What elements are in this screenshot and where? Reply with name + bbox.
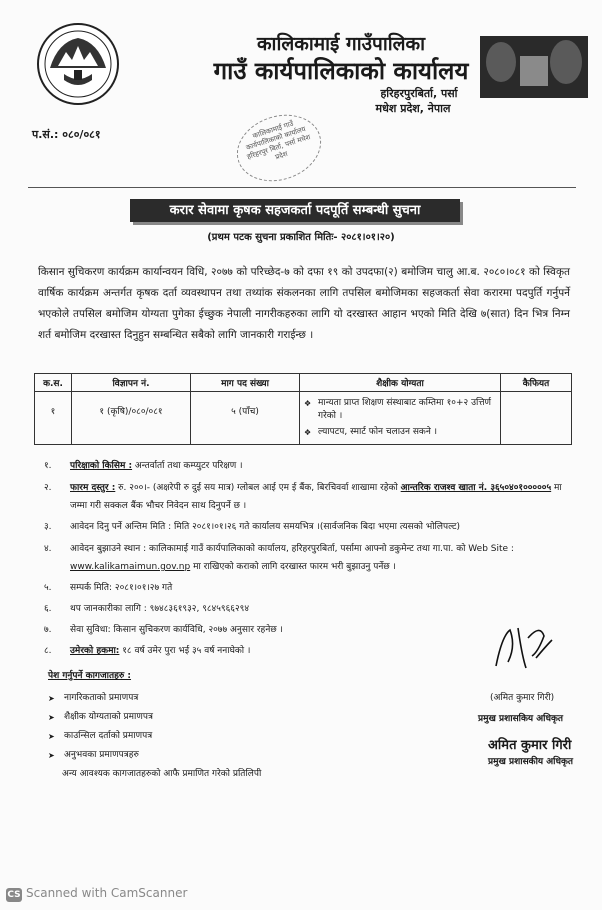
table-row: [35, 392, 572, 445]
cell-remarks: [501, 392, 572, 445]
address-line-1: हरिहरपुरबिर्ता, पर्सा: [380, 87, 458, 100]
qualification-item: ❖ मान्यता प्राप्त शिक्षण संस्थाबाट कम्तिमा १०+२ उत्तिर्ण गरेको ।: [304, 397, 496, 423]
document-item: ➤ नागरिकताको प्रमाणपत्र: [48, 689, 261, 708]
scanner-watermark: CS Scanned with CamScanner: [7, 886, 188, 900]
document-item: ➤ काउन्सिल दर्ताको प्रमाणपत्र: [48, 727, 261, 746]
signatory-name: (अमित कुमार गिरी): [490, 693, 555, 703]
cell-count: ५ (पाँच): [191, 392, 300, 445]
website-link[interactable]: www.kalikamaimun.gov.np: [70, 562, 191, 572]
notice-subtitle: (प्रथम पटक सुचना प्रकाशित मितिः- २०८१।०१।२०): [207, 232, 395, 243]
condition-item: ७. सेवा सुविधा: किसान सुचिकरण कार्यविधि, २०७७ अनुसार रहनेछ ।: [44, 625, 283, 635]
cell-sn: १: [35, 392, 72, 445]
cell-qualification: [300, 392, 501, 445]
camscanner-logo: CS: [7, 890, 21, 900]
org-name: कालिकामाई गाउँपालिका: [256, 33, 426, 55]
documents-note: अन्य आवश्यक कागजातहरुको आफै प्रमाणित गरेको प्रतिलिपी: [62, 769, 262, 779]
col-ad-no: विज्ञापन नं.: [72, 374, 191, 392]
document-item: ➤ अनुभवका प्रमाणपत्रहरु: [48, 746, 261, 765]
condition-item: ४. आवेदन बुझाउने स्थान : कालिकामाई गाउँ कार्यपालिकाको कार्यालय, हरिहरपुरबिर्ता, पर्सामा आफ्नो डकुमेन्ट तथा गा.पा. को Web Site : www.kalikamaimun.gov.np मा राखिएको कराको लागि दरखास्त फारम भरी बुझाउनु पर्नेछ ।: [44, 544, 514, 572]
header-divider: [28, 187, 576, 188]
title-stamp: प्रमुख प्रशासकीय अधिकृत: [488, 757, 574, 767]
cell-ad-no: १ (कृषि)/०८०/०८१: [72, 392, 191, 445]
office-name: गाउँ कार्यपालिकाको कार्यालय: [213, 57, 469, 85]
documents-list: [48, 668, 261, 783]
condition-item: २. फारम दस्तुर : रु. २००।- (अक्षरेपी रु दुई सय मात्र) ग्लोबल आई एम ई बैंक, बिरचिवर्वा शाखामा रहेको आन्तरिक राजश्व खाता नं. ३६५०४०१०००००५ मा जम्मा गरी सक्कल बैंक भौचर निवेदन साथ दिनुपर्ने छ ।: [44, 483, 562, 511]
signature-mark: [488, 616, 558, 676]
office-stamp: कालिकामाई गाउँ कार्यपालिकाको कार्यालय हरिहरपुर बिर्ता, पर्सा मधेश प्रदेश: [228, 104, 330, 191]
address-line-2: मधेश प्रदेश, नेपाल: [375, 102, 451, 115]
qualification-item: ❖ ल्यापटप, स्मार्ट फोन चलाउन सकने ।: [304, 426, 496, 439]
condition-item: ८. उमेरको हकमा: १८ वर्ष उमेर पुरा भई ३५ वर्ष ननाघेको ।: [44, 646, 251, 656]
document-item: ➤ शैक्षीक योग्यताको प्रमाणपत्र: [48, 708, 261, 727]
col-sn: क.स.: [35, 374, 72, 392]
col-qualification: शैक्षीक योग्यता: [300, 374, 501, 392]
name-stamp: अमित कुमार गिरी: [488, 738, 572, 753]
condition-item: १. परिक्षाको किसिम : अन्तर्वार्ता तथा कम्प्युटर परिक्षण ।: [44, 461, 243, 471]
condition-item: ३. आवेदन दिनु पर्ने अन्तिम मिति : मिति २०८१।०१।२६ गते कार्यालय समयभित्र ।(सार्वजनिक बिदा भएमा त्यसको भोलिपल्ट): [44, 522, 461, 532]
reference-number: प.सं.: ०८०/०८१: [32, 128, 101, 141]
vacancy-table: [34, 373, 572, 445]
condition-item: ५. सम्पर्क मिति: २०८१।०१।२७ गते: [44, 583, 173, 593]
documents-title: पेश गर्नुपर्ने कागजातहरु :: [48, 671, 132, 681]
signatory-title: प्रमुख प्रशासकिय अधिकृत: [478, 714, 564, 724]
notice-body: किसान सुचिकरण कार्यक्रम कार्यान्वयन विधि, २०७७ को परिच्छेद-७ को दफा १९ को उपदफा(२) बमोजिम चालु आ.ब. २०८०।०८१ को स्विकृत वार्षिक कार्यक्रम अन्तर्गत कृषक दर्ता व्यवस्थापन तथा तथ्यांक संकलनका लागि तपसिल बमोजिमका सहजकर्ता सेवा करारमा पदपुर्ति गर्नुपर्ने भएकोले तपसिल बमोजिम योग्यता पुगेका ईच्छुक नेपाली नागरीकहरुका लागि यो दरखास्त आहान भएको मिति देखि ७(सात) दिन भित्र निम्न शर्त बमोजिम दरखास्त दिनुहुन सम्बन्धित सबैको लागि जानकारी गराईन्छ ।: [38, 266, 570, 341]
condition-item: ६. थप जानकारीका लागि : ९७४८३६१९३२, ९८४५९६६२९४: [44, 604, 249, 614]
col-count: माग पद संख्या: [191, 374, 300, 392]
col-remarks: कैफियत: [501, 374, 572, 392]
notice-title: करार सेवामा कृषक सहजकर्ता पदपूर्ति सम्बन्धी सुचना: [130, 199, 460, 222]
table-header-row: [35, 374, 572, 392]
